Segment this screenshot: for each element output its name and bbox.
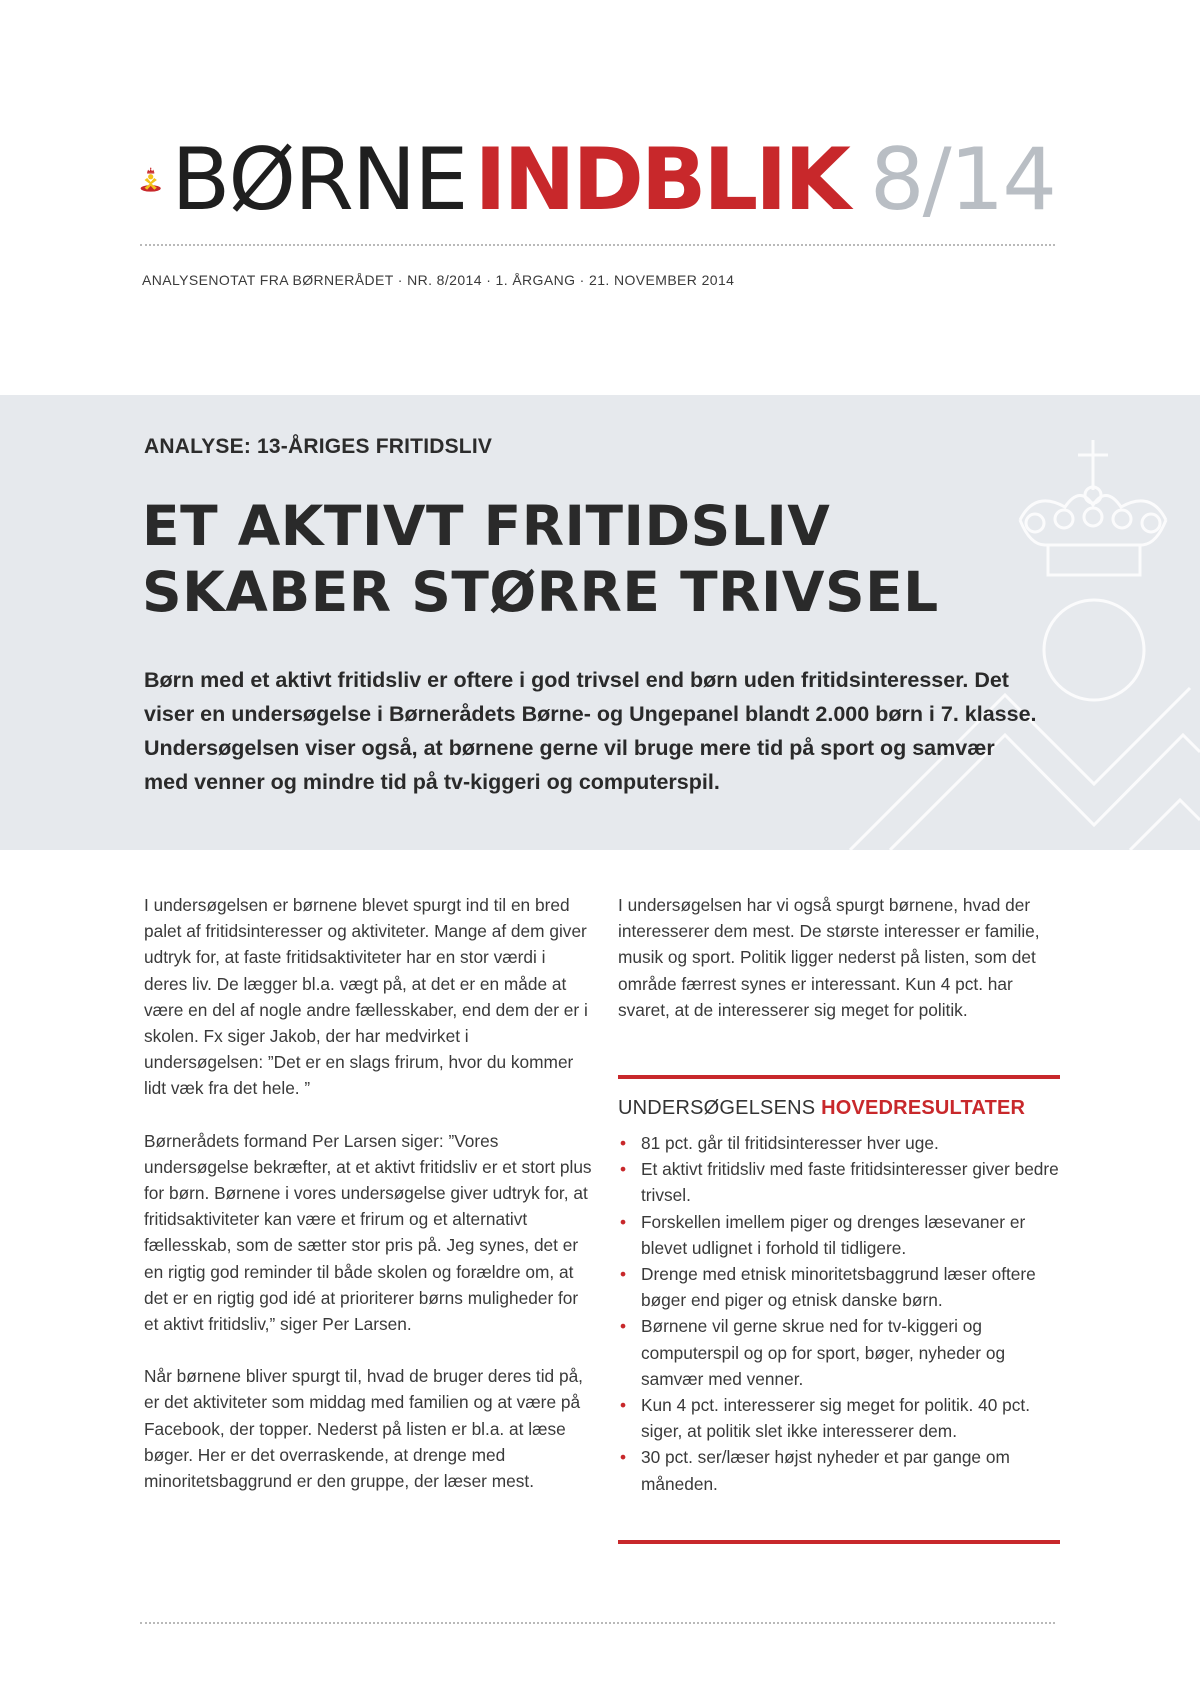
body-left-column	[144, 892, 592, 1520]
list-item	[618, 1209, 1063, 1261]
crowned-child-emblem-icon	[140, 140, 161, 220]
results-box-title-light: UNDERSØGELSENS	[618, 1097, 822, 1119]
body-paragraph: Når børnene bliver spurgt til, hvad de bruger deres tid på, er det aktiviteter som middag med familien og at være på Facebook, der topper. Nederst på listen er bl.a. at læse bøger. Her er det overraskende, at drenge med minoritetsbaggrund er den gruppe, der læser mest.	[144, 1366, 583, 1492]
masthead-issue-number: 8/14	[869, 130, 1055, 230]
list-item	[618, 1156, 1063, 1208]
bullet-icon: •	[620, 1264, 627, 1285]
article-kicker: ANALYSE: 13-ÅRIGES FRITIDSLIV	[144, 435, 493, 458]
list-item-text: 81 pct. går til fritidsinteresser hver uge.	[641, 1133, 939, 1153]
body-paragraph: Børnerådets formand Per Larsen siger: ”Vores undersøgelse bekræfter, at et aktivt fritidsliv er et stort plus for børn. Børnene i vores undersøgelse giver udtryk for, at fritidsaktiviteter kan være et frirum og et alternativt fællesskab, som de sætter stor pris på. Jeg synes, det er en rigtig god reminder til både skolen og forældre om, at det er en rigtig god idé at prioriterer børns muligheder for et aktivt fritidsliv,” siger Per Larsen.	[144, 1130, 592, 1335]
list-item-text: Drenge med etnisk minoritetsbaggrund læser oftere bøger end piger og etnisk danske børn.	[641, 1264, 1036, 1311]
results-box-bottom-rule	[618, 1540, 1060, 1544]
list-item	[618, 1130, 1063, 1156]
list-item	[618, 1392, 1063, 1444]
list-item-text: Kun 4 pct. interesserer sig meget for politik. 40 pct. siger, at politik slet ikke interesserer dem.	[641, 1395, 1031, 1442]
list-item-text: Et aktivt fritidsliv med faste fritidsinteresser giver bedre trivsel.	[641, 1159, 1059, 1206]
list-item-text: 30 pct. ser/læser højst nyheder et par gange om måneden.	[641, 1447, 1010, 1494]
list-item	[618, 1261, 1063, 1313]
bullet-icon: •	[620, 1395, 627, 1416]
bullet-icon: •	[620, 1159, 627, 1180]
bullet-icon: •	[620, 1447, 627, 1468]
headline-line-1: ET AKTIVT FRITIDSLIV	[142, 494, 831, 558]
list-item-text: Forskellen imellem piger og drenges læsevaner er blevet udlignet i forhold til tidligere.	[641, 1211, 1026, 1258]
results-box-title-bold: HOVEDRESULTATER	[821, 1097, 1026, 1119]
bullet-icon: •	[620, 1316, 627, 1337]
masthead	[140, 130, 1055, 230]
hero-band	[0, 395, 1200, 850]
masthead-title-bold: INDBLIK	[474, 130, 848, 230]
body-paragraph: I undersøgelsen er børnene blevet spurgt ind til en bred palet af fritidsinteresser og aktiviteter. Mange af dem giver udtryk for, at faste fritidsaktiviteter har en stor værdi i deres liv. De lægger bl.a. vægt på, at det er en måde at være en del af nogle andre fællesskaber, end dem der er i skolen. Fx siger Jakob, der har medvirket i undersøgelsen: ”Det er en slags frirum, hvor du kommer lidt væk fra det hele. ”	[144, 895, 588, 1099]
list-item	[618, 1444, 1063, 1496]
footer-divider	[140, 1622, 1055, 1624]
masthead-title-light: BØRNE	[171, 130, 467, 230]
headline-line-2: SKABER STØRRE TRIVSEL	[142, 560, 939, 624]
results-box-top-rule	[618, 1075, 1060, 1079]
article-headline	[142, 493, 942, 625]
bullet-icon: •	[620, 1211, 627, 1232]
masthead-divider	[140, 244, 1055, 246]
right-intro-paragraph: I undersøgelsen har vi også spurgt børnene, hvad der interesserer dem mest. De største interesser er familie, musik og sport. Politik ligger nederst på listen, som det område færrest synes er interessant. Kun 4 pct. har svaret, at de interesserer sig meget for politik.	[618, 895, 1040, 1020]
list-item	[618, 1313, 1063, 1392]
article-lead: Børn med et aktivt fritidsliv er oftere i god trivsel end børn uden fritidsinteresser. Det viser en undersøgelse i Børnerådets Børne- og Ungepanel blandt 2.000 børn i 7. klasse. Undersøgelsen viser også, at børnene gerne vil bruge mere tid på sport og samvær med venner og mindre tid på tv-kiggeri og computerspil.	[144, 668, 1037, 794]
list-item-text: Børnene vil gerne skrue ned for tv-kiggeri og computerspil og op for sport, bøger, nyheder og samvær med venner.	[641, 1316, 1006, 1389]
body-right-column	[618, 892, 1060, 1049]
results-box-title	[618, 1097, 1025, 1120]
results-list	[618, 1130, 1063, 1497]
bullet-icon: •	[620, 1133, 627, 1153]
publication-meta: ANALYSENOTAT FRA BØRNERÅDET · NR. 8/2014 · 1. ÅRGANG · 21. NOVEMBER 2014	[142, 272, 735, 288]
